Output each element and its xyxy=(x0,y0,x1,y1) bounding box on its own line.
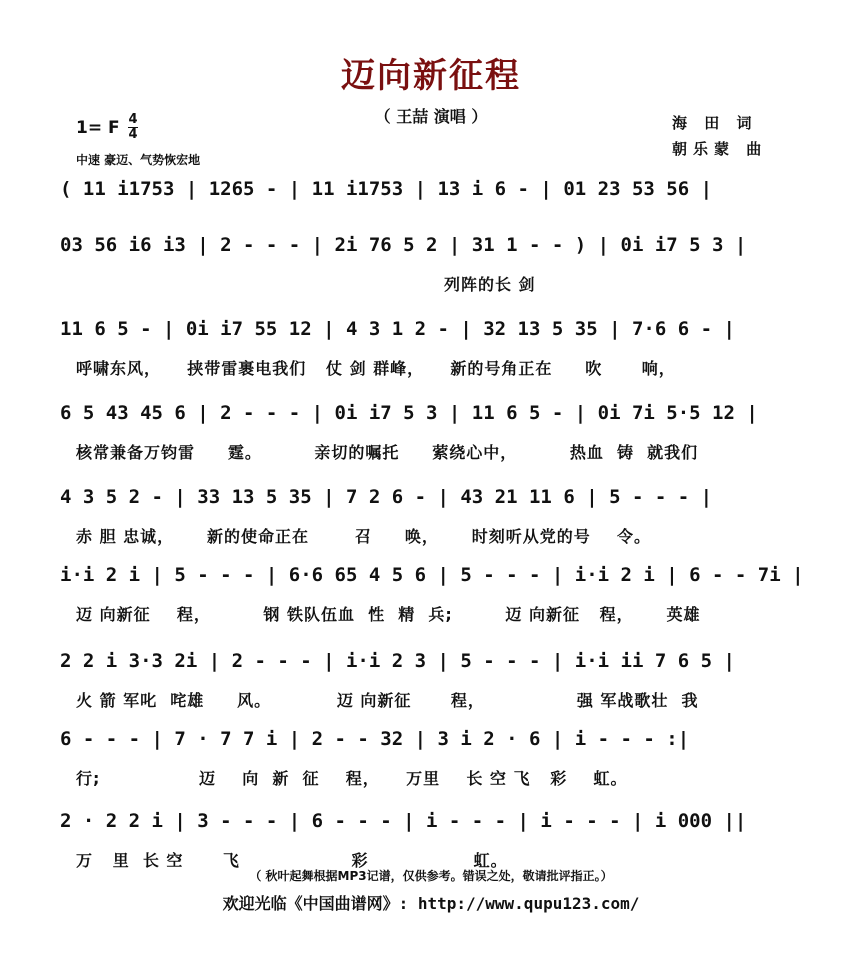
notation-row: 03 56 i6 i3 | 2 - - - | 2i 76 5 2 | 31 1 - - ) | 0i i7 5 3 | xyxy=(60,234,747,256)
singer-credit: （ 王喆 演唱 ） xyxy=(374,107,488,126)
lyrics-row: 呼啸东风， 挟带雷裹电我们 仗 剑 群峰， 新的号角正在 吹 响， xyxy=(76,359,676,378)
notation-row: 11 6 5 - | 0i i7 55 12 | 4 3 1 2 - | 32 13 5 35 | 7·6 6 - | xyxy=(60,318,735,340)
notation-row: ( 11 i1753 | 1265 - | 11 i1753 | 13 i 6 - | 01 23 53 56 | xyxy=(60,178,713,200)
notation-row: 6 5 43 45 6 | 2 - - - | 0i i7 5 3 | 11 6 5 - | 0i 7i 5·5 12 | xyxy=(60,402,758,424)
transcription-note: （ 秋叶起舞根据MP3记谱，仅供参考。错误之处，敬请批评指正。） xyxy=(249,869,613,883)
notation-row: 4 3 5 2 - | 33 13 5 35 | 7 2 6 - | 43 21 11 6 | 5 - - - | xyxy=(60,486,713,508)
time-signature-bottom: 4 xyxy=(128,127,138,142)
time-signature xyxy=(128,114,138,141)
lyrics-row: 列阵的长 剑 xyxy=(76,275,536,294)
website-credit[interactable]: 欢迎光临《中国曲谱网》: http://www.qupu123.com/ xyxy=(222,894,640,913)
notation-row: 2 · 2 2 i | 3 - - - | 6 - - - | i - - - | i - - - | i 000 || xyxy=(60,810,747,832)
lyrics-row: 火 箭 军叱 咤雄 风。 迈 向新征 程， 强 军战歌壮 我 xyxy=(76,691,699,710)
lyrics-row: 核常兼备万钧雷 霆。 亲切的嘱托 萦绕心中， 热血 铸 就我们 xyxy=(76,443,699,462)
notation-row: 6 - - - | 7 · 7 7 i | 2 - - 32 | 3 i 2 · 6 | i - - - :| xyxy=(60,728,690,750)
lyrics-row: 行; 迈 向 新 征 程， 万里 长 空 飞 彩 虹。 xyxy=(76,769,628,788)
lyrics-row: 万 里 长 空 飞 彩 虹。 xyxy=(76,851,508,870)
tempo-marking: 中速 豪迈、气势恢宏地 xyxy=(76,153,201,167)
lyrics-row: 赤 胆 忠诚， 新的使命正在 召 唤， 时刻听从党的号 令。 xyxy=(76,527,651,546)
time-signature-top: 4 xyxy=(128,112,138,127)
notation-row: 2 2 i 3·3 2i | 2 - - - | i·i 2 3 | 5 - - - | i·i ii 7 6 5 | xyxy=(60,650,735,672)
lyricist-credit: 海 田 词 xyxy=(672,114,758,132)
song-title: 迈向新征程 xyxy=(341,56,521,96)
composer-credit: 朝乐蒙 曲 xyxy=(672,140,768,158)
key-signature: 1= F xyxy=(76,118,120,138)
lyrics-row: 迈 向新征 程， 钢 铁队伍血 性 精 兵; 迈 向新征 程， 英雄 xyxy=(76,605,701,624)
notation-row: i·i 2 i | 5 - - - | 6·6 65 4 5 6 | 5 - - - | i·i 2 i | 6 - - 7i | xyxy=(60,564,804,586)
